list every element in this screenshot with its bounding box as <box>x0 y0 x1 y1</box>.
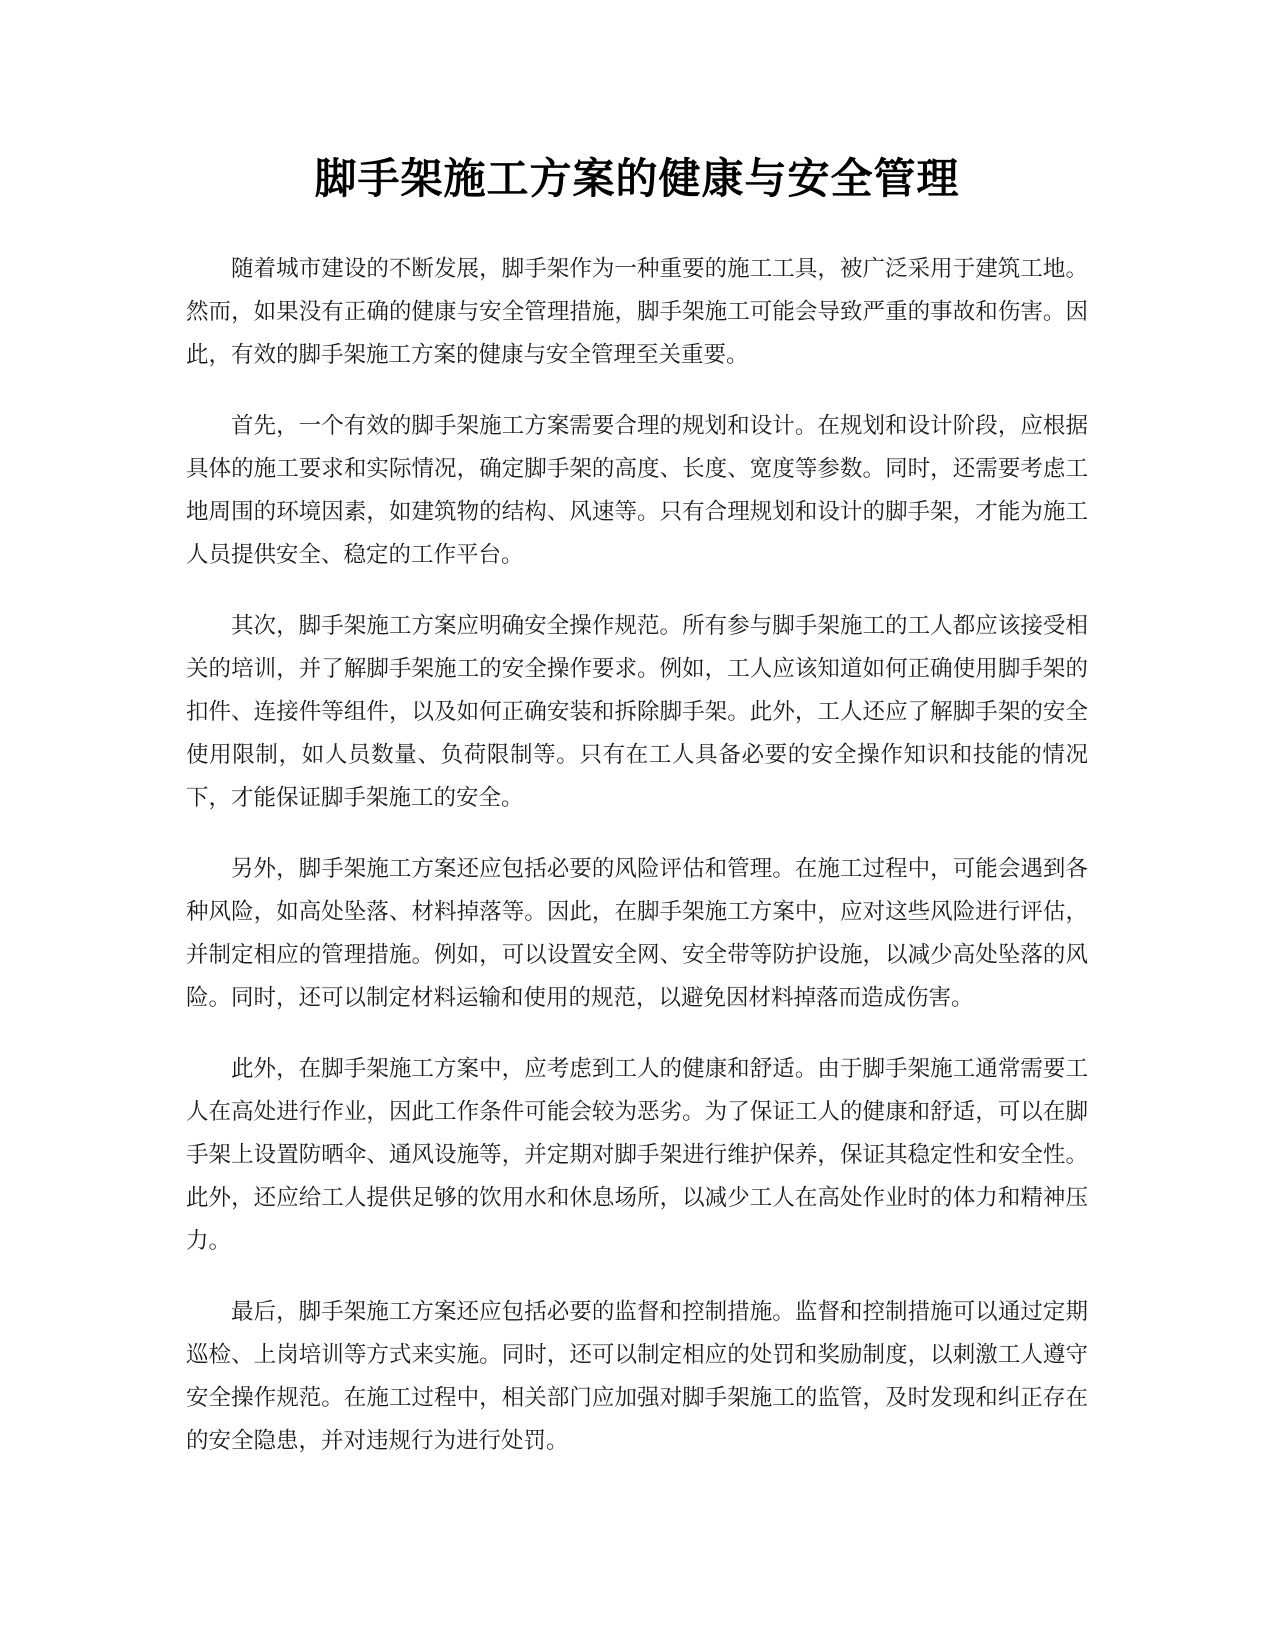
document-body <box>186 248 1088 1463</box>
paragraph-planning: 首先，一个有效的脚手架施工方案需要合理的规划和设计。在规划和设计阶段，应根据具体的施工要求和实际情况，确定脚手架的高度、长度、宽度等参数。同时，还需要考虑工地周围的环境因素，如建筑物的结构、风速等。只有合理规划和设计的脚手架，才能为施工人员提供安全、稳定的工作平台。 <box>186 413 1088 568</box>
document-title: 脚手架施工方案的健康与安全管理 <box>314 154 960 203</box>
paragraph-operation-rules: 其次，脚手架施工方案应明确安全操作规范。所有参与脚手架施工的工人都应该接受相关的培训，并了解脚手架施工的安全操作要求。例如，工人应该知道如何正确使用脚手架的扣件、连接件等组件，以及如何正确安装和拆除脚手架。此外，工人还应了解脚手架的安全使用限制，如人员数量、负荷限制等。只有在工人具备必要的安全操作知识和技能的情况下，才能保证脚手架施工的安全。 <box>186 613 1088 811</box>
paragraph-intro: 随着城市建设的不断发展，脚手架作为一种重要的施工工具，被广泛采用于建筑工地。然而，如果没有正确的健康与安全管理措施，脚手架施工可能会导致严重的事故和伤害。因此，有效的脚手架施工方案的健康与安全管理至关重要。 <box>186 256 1088 368</box>
document-page <box>186 150 1088 1491</box>
paragraph-supervision: 最后，脚手架施工方案还应包括必要的监督和控制措施。监督和控制措施可以通过定期巡检、上岗培训等方式来实施。同时，还可以制定相应的处罚和奖励制度，以刺激工人遵守安全操作规范。在施工过程中，相关部门应加强对脚手架施工的监管，及时发现和纠正存在的安全隐患，并对违规行为进行处罚。 <box>186 1299 1088 1454</box>
paragraph-worker-health: 此外，在脚手架施工方案中，应考虑到工人的健康和舒适。由于脚手架施工通常需要工人在高处进行作业，因此工作条件可能会较为恶劣。为了保证工人的健康和舒适，可以在脚手架上设置防晒伞、通风设施等，并定期对脚手架进行维护保养，保证其稳定性和安全性。此外，还应给工人提供足够的饮用水和休息场所，以减少工人在高处作业时的体力和精神压力。 <box>186 1056 1088 1254</box>
paragraph-risk-assessment: 另外，脚手架施工方案还应包括必要的风险评估和管理。在施工过程中，可能会遇到各种风险，如高处坠落、材料掉落等。因此，在脚手架施工方案中，应对这些风险进行评估，并制定相应的管理措施。例如，可以设置安全网、安全带等防护设施，以减少高处坠落的风险。同时，还可以制定材料运输和使用的规范，以避免因材料掉落而造成伤害。 <box>186 856 1088 1011</box>
